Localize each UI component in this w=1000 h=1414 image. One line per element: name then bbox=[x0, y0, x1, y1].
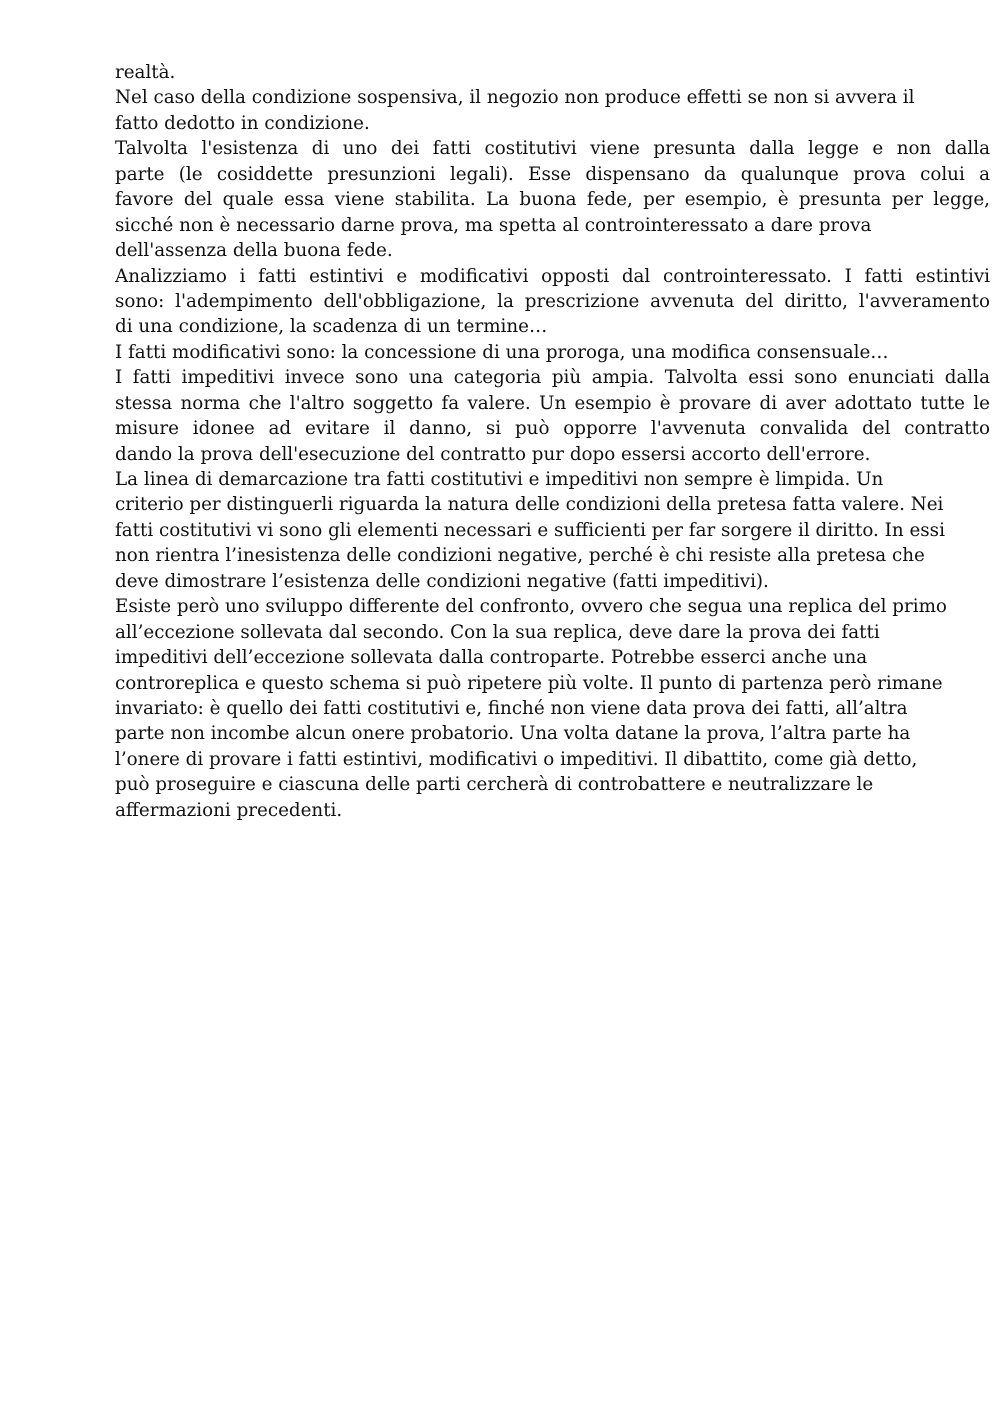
text-line: misure idonee ad evitare il danno, si può opporre l'avvenuta convalida del contratto bbox=[115, 418, 990, 440]
text-line: parte (le cosiddette presunzioni legali). Esse dispensano da qualunque prova colui a bbox=[115, 163, 990, 185]
text-line: non rientra l’inesistenza delle condizioni negative, perché è chi resiste alla pretesa che bbox=[115, 545, 925, 567]
text-line: stessa norma che l'altro soggetto fa valere. Un esempio è provare di aver adottato tutte le bbox=[115, 392, 990, 414]
text-line: fatti costitutivi vi sono gli elementi necessari e sufficienti per far sorgere il diritto. In essi bbox=[115, 519, 945, 541]
text-line: può proseguire e ciascuna delle parti cercherà di controbattere e neutralizzare le bbox=[115, 774, 874, 796]
text-line: parte non incombe alcun onere probatorio. Una volta datane la prova, l’altra parte ha bbox=[115, 723, 911, 745]
text-line: di una condizione, la scadenza di un termine… bbox=[115, 316, 548, 338]
text-line: impeditivi dell’eccezione sollevata dalla controparte. Potrebbe esserci anche una bbox=[115, 647, 868, 669]
text-line: I fatti impeditivi invece sono una categoria più ampia. Talvolta essi sono enunciati dalla bbox=[115, 367, 990, 389]
text-line: realtà. bbox=[115, 62, 176, 83]
text-line: fatto dedotto in condizione. bbox=[115, 112, 370, 134]
text-line: Nel caso della condizione sospensiva, il negozio non produce effetti se non si avvera il bbox=[115, 87, 915, 109]
text-line: l’onere di provare i fatti estintivi, modificativi o impeditivi. Il dibattito, come già detto, bbox=[115, 748, 918, 770]
text-line: criterio per distinguerli riguarda la natura delle condizioni della pretesa fatta valere. Nei bbox=[115, 494, 944, 516]
text-line: invariato: è quello dei fatti costitutivi e, finché non viene data prova dei fatti, all’altra bbox=[115, 697, 908, 719]
text-line: dell'assenza della buona fede. bbox=[115, 240, 393, 262]
text-line: Talvolta l'esistenza di uno dei fatti costitutivi viene presunta dalla legge e non dalla bbox=[115, 138, 990, 160]
text-line: I fatti modificativi sono: la concessione di una proroga, una modifica consensuale… bbox=[115, 341, 889, 363]
text-line: La linea di demarcazione tra fatti costitutivi e impeditivi non sempre è limpida. Un bbox=[115, 469, 884, 490]
document-body bbox=[115, 60, 990, 823]
text-line: sicché non è necessario darne prova, ma spetta al controinteressato a dare prova bbox=[115, 214, 872, 236]
text-line: sono: l'adempimento dell'obbligazione, la prescrizione avvenuta del diritto, l'avveramento bbox=[115, 290, 990, 312]
text-line: dando la prova dell'esecuzione del contratto pur dopo essersi accorto dell'errore. bbox=[115, 443, 871, 465]
text-line: favore del quale essa viene stabilita. La buona fede, per esempio, è presunta per legge, bbox=[115, 189, 990, 211]
text-line: Esiste però uno sviluppo differente del confronto, ovvero che segua una replica del primo bbox=[115, 596, 947, 618]
text-line: controreplica e questo schema si può ripetere più volte. Il punto di partenza però rimane bbox=[115, 672, 943, 694]
text-line: affermazioni precedenti. bbox=[115, 799, 343, 821]
text-line: Analizziamo i fatti estintivi e modificativi opposti dal controinteressato. I fatti estintivi bbox=[115, 265, 990, 287]
text-line: deve dimostrare l’esistenza delle condizioni negative (fatti impeditivi). bbox=[115, 570, 769, 592]
text-line: all’eccezione sollevata dal secondo. Con la sua replica, deve dare la prova dei fatti bbox=[115, 621, 880, 643]
